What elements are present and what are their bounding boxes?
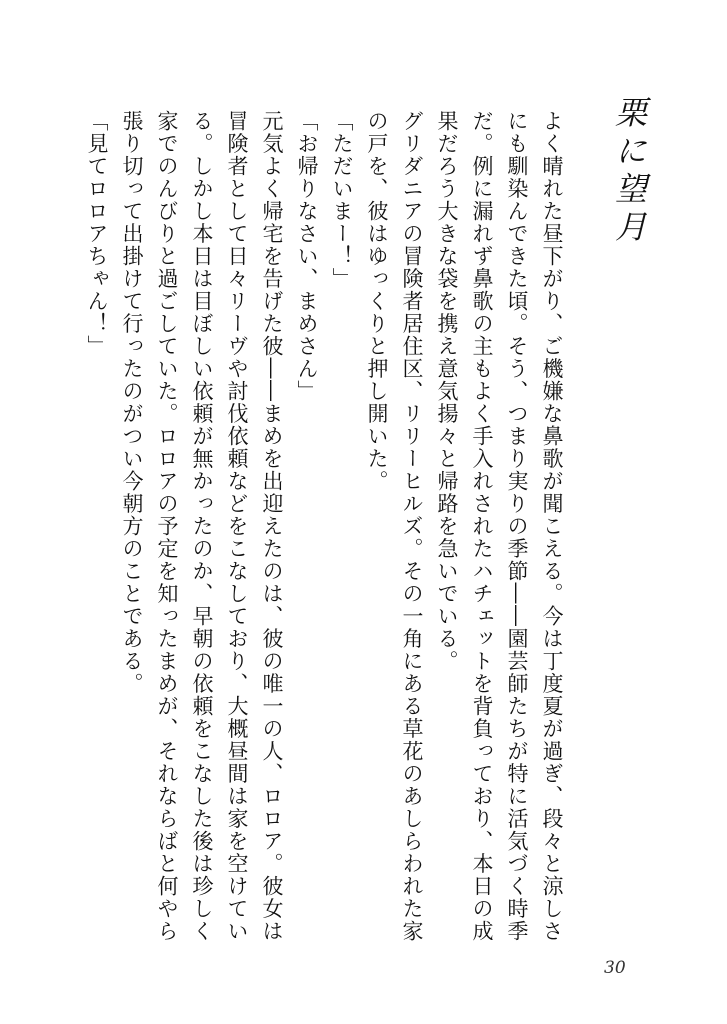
paragraph: よく晴れた昼下がり、ご機嫌な鼻歌が聞こえる。今は丁度夏が過ぎ、段々と涼しさにも馴染んできた頃。そう、つまり実りの季節――園芸師たちが特に活気づく時季だ。例に漏れず鼻歌の主もよく手入れされたハチェットを背負っており、本日の成果だろう大きな袋を携え意気揚々と帰路を急いでいる。 [435, 110, 564, 943]
paragraph: 元気よく帰宅を告げた彼――まめを出迎えたのは、彼の唯一の人、ロロア。彼女は冒険者として日々リーヴや討伐依頼などをこなしており、大概昼間は家を空けている。しかし本日は目ぼしい依頼が無かったのか、早朝の依頼をこなした後は珍しく家でのんびりと過ごしていた。ロロアの予定を知ったまめが、それならばと何やら張り切って出掛けて行ったのがつい今朝方のことである。 [120, 110, 284, 943]
page-number: 30 [604, 958, 626, 978]
dialogue-line: 「お帰りなさい、まめさん」 [295, 110, 319, 403]
paragraph: グリダニアの冒険者居住区、リリーヒルズ。その一角にある草花のあしらわれた家の戸を、彼はゆっくりと押し開いた。 [365, 110, 424, 943]
dialogue-line: 「見てロロアちゃん！」 [85, 110, 109, 358]
chapter-title: 栗に望月 [610, 96, 648, 248]
body-text [85, 110, 569, 950]
dialogue-line: 「ただいまー！」 [330, 110, 354, 290]
